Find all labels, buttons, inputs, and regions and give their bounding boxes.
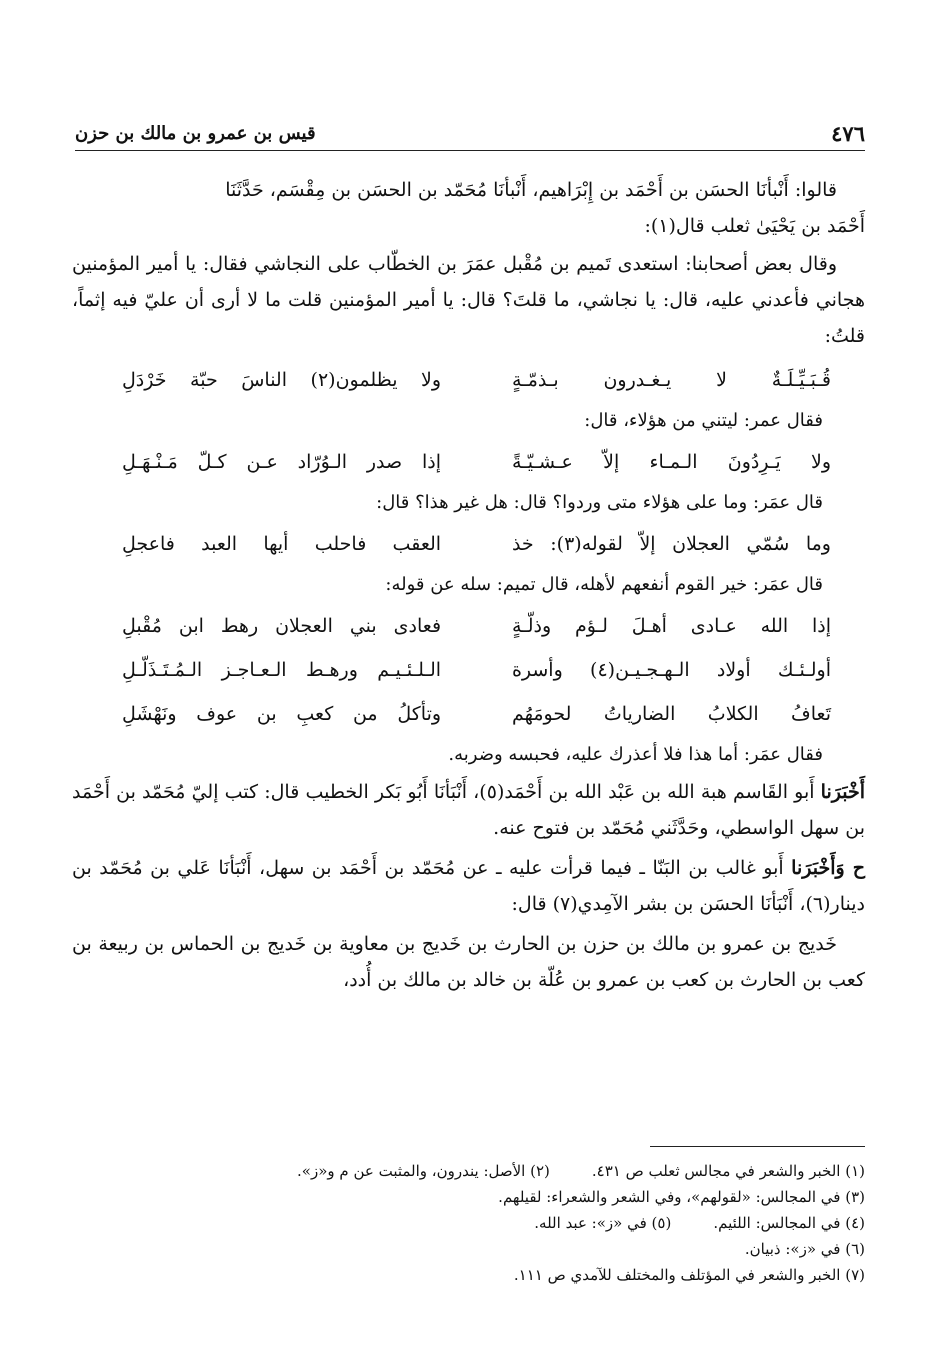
verse-2-second-hemistich: إذا صدر الـوُرّاد عـن كـلّ مَـنْـهَـلِ — [122, 451, 442, 473]
verse-6-first-hemistich: تَعافُ الكلابُ الضارياتُ لحومَهُم — [511, 703, 831, 725]
verse-6 — [72, 692, 865, 736]
footnote-5: (٥) في «ز»: عبد الله. — [534, 1214, 672, 1232]
verse-1-first-hemistich: قُـبَـيِّـلَـةٌ لا يـغـدرون بـذمّـةٍ — [511, 369, 831, 391]
page-number: ٤٧٦ — [831, 121, 865, 146]
akhbarana-lead-2: ح وَأَخْبَرَنا — [791, 857, 866, 879]
footnote-row — [72, 1262, 865, 1288]
verse-4-first-hemistich: إذا الله عـادى أهـلَ لـؤم وذلّـةٍ — [511, 615, 831, 637]
paragraph-isnad-3 — [72, 850, 865, 922]
footnote-divider — [650, 1146, 865, 1147]
paragraph-story: وقال بعض أصحابنا: استعدى تَميم بن مُقْبل عمَرَ بن الخطّاب على النجاشي فقال: يا أمير المؤمنين هجاني فأعدني عليه، قال: يا نجاشي، ما قلتَ؟ قال: يا أمير المؤمنين قلت ما لا أرى أن عليّ فيه إثماً، قلتُ: — [72, 253, 865, 347]
paragraph-genealogy: خَديج بن عمرو بن مالك بن حزن بن الحارث بن خَديج بن معاوية بن خَديج بن الحماس بن ربيعة بن كعب بن الحارث بن كعب بن عمرو بن عُلّة بن خالد بن مالك بن أُدد، — [72, 933, 865, 991]
footnotes — [72, 1158, 865, 1288]
verse-2-first-hemistich: ولا يَـرِدُونَ الـمـاء إلاّ عـشـيّـةً — [511, 451, 831, 473]
verse-3-second-hemistich: العقب فاحلب أيها العبد فاعجلِ — [122, 533, 442, 555]
verse-1-second-hemistich: ولا يظلمون(٢) الناسَ حبّة خَرْدَلِ — [122, 369, 442, 391]
footnote-2: (٢) الأصل: يندرون، والمثبت عن م و«ز». — [297, 1162, 550, 1180]
paragraph-isnad-2 — [72, 774, 865, 846]
verse-4-second-hemistich: فعادى بني العجلان رهط ابن مُقْبلِ — [122, 615, 442, 637]
akhbarana-lead-1: أَخْبَرَنا — [820, 781, 865, 803]
footnote-6: (٦) في «ز»: ذبيان. — [744, 1240, 865, 1258]
footnote-3: (٣) في المجالس: «لقولهم»، وفي الشعر والشعراء: لقيلهم. — [498, 1188, 865, 1206]
footnote-row — [72, 1184, 865, 1210]
footnote-4: (٤) في المجالس: اللئيم. — [713, 1214, 865, 1232]
paragraph-isnad-1-line-1: قالوا: أَنْبأنَا الحسَن بن أَحْمَد بن إِبْرَاهيم، أَنْبأنَا مُحَمّد بن الحسَن بن مِقْسَم، حَدَّثَنَا — [225, 179, 837, 201]
verse-6-second-hemistich: وتأكلُ من كعبِ بن عوف ونَهْشَلِ — [122, 703, 442, 725]
paragraph-isnad-3-text: أَبو غالب بن البَنّا ـ فيما قرأت عليه ـ عن مُحَمّد بن أَحْمَد بن سهل، أَنْبَأنَا عَلي بن مُحَمّد بن دينار(٦)، أَنْبَأنَا الحسَن بن بشر الآمِدي(٧) قال: — [72, 857, 865, 915]
verse-5-first-hemistich: أولـئـك أولاد الـهـجـيـن(٤) وأسرة — [511, 659, 832, 681]
verse-5-second-hemistich: الـلـئـيـم ورهـط الـعـاجـز الـمُـتَـذَلّـلِ — [122, 659, 442, 681]
verse-5 — [72, 648, 865, 692]
verse-3-first-hemistich: وما سُمّي العجلان إلاّ لقوله(٣): خذ — [511, 533, 831, 555]
verse-4 — [72, 604, 865, 648]
footnote-row — [72, 1158, 865, 1184]
footnote-row — [72, 1210, 865, 1236]
paragraph-isnad-2-text: أَبو القَاسم هبة الله بن عَبْد الله بن أَحْمَد(٥)، أَنْبَأنَا أَبُو بَكر الخطيب قال: كتب إليّ مُحَمّد بن أَحْمَد بن سهل الواسطي، وحَدَّثَني مُحَمّد بن فتوح عنه. — [72, 781, 865, 839]
remark-4: فقال عمَر: أما هذا فلا أعذرك عليه، فحبسه وضربه. — [448, 744, 823, 765]
running-header — [75, 112, 865, 151]
verse-1 — [72, 358, 865, 402]
footnote-7: (٧) الخبر والشعر في المؤتلف والمختلف للآمدي ص ١١١. — [513, 1266, 865, 1284]
remark-3: قال عمَر: خير القوم أنفعهم لأهله، قال تميم: سله عن قوله: — [385, 574, 823, 595]
verse-3 — [72, 522, 865, 566]
paragraph-isnad-1-line-2: أَحْمَد بن يَحْيَىٰ ثعلب قال(١): — [644, 215, 865, 237]
body-text — [72, 172, 865, 998]
footnote-1: (١) الخبر والشعر في مجالس ثعلب ص ٤٣١. — [591, 1162, 865, 1180]
remark-2: قال عمَر: وما على هؤلاء متى وردوا؟ قال: هل غير هذا؟ قال: — [376, 492, 823, 513]
verse-2 — [72, 440, 865, 484]
footnote-row — [72, 1236, 865, 1262]
remark-1: فقال عمر: ليتني من هؤلاء، قال: — [584, 410, 823, 431]
header-title: قيس بن عمرو بن مالك بن حزن — [75, 123, 316, 144]
